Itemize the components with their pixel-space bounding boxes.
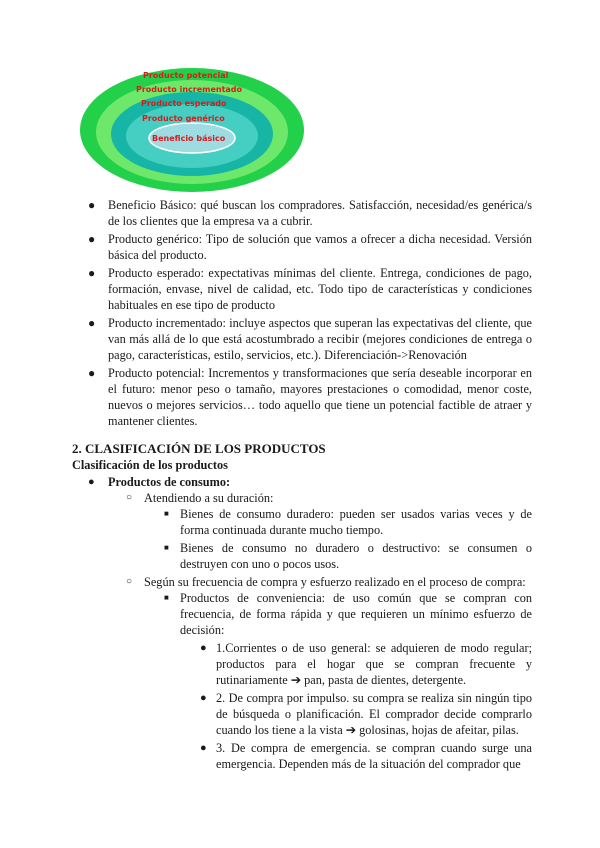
item-text: 2. De compra por impulso. su compra se realiza sin ningún tipo de búsqueda o planificación. El comprador decide comprarlo cuando los tiene a la vista ➔ golosinas, hojas de afeitar, pilas. (216, 691, 532, 737)
label-esperado: Producto esperado (141, 99, 227, 108)
classification-list (72, 474, 532, 774)
list-item: ● Producto potencial: Incrementos y transformaciones que sería deseable incorporar en el futuro: menor peso o tamaño, mayores prestaciones o comodidad, menor coste, nuevos o mejores servicios… todo aquello que tiene un potencial factible de atraer y mantener clientes. (88, 366, 532, 428)
list-item: ● Producto genérico: Tipo de solución que vamos a ofrecer a dicha necesidad. Versión básica del producto. (88, 232, 532, 262)
level-text: Producto esperado: expectativas mínimas del cliente. Entrega, condiciones de pago, formación, envase, nivel de calidad, etc. Todo tipo de características y condiciones habituales en ese tipo de producto (108, 266, 532, 312)
item-text: 1.Corrientes o de uso general: se adquieren de modo regular; productos para el hogar que se compran frecuente y rutinariamente ➔ pan, pasta de dientes, detergente. (216, 641, 532, 687)
level-text: Beneficio Básico: qué buscan los compradores. Satisfacción, necesidad/es genérica/s de los clientes que la empresa va a cubrir. (108, 198, 532, 228)
item-text: Productos de consumo: (108, 475, 231, 489)
item-text: Productos de conveniencia: de uso común que se compran con frecuencia, de forma rápida y que requieren un mínimo esfuerzo de decisión: (180, 591, 532, 637)
item-text: Bienes de consumo no duradero o destructivo: se consumen o destruyen con uno o pocos usos. (180, 541, 532, 571)
concentric-ellipses (80, 60, 312, 200)
list-item: ● 2. De compra por impulso. su compra se realiza sin ningún tipo de búsqueda o planificación. El comprador decide comprarlo cuando los tiene a la vista ➔ golosinas, hojas de afeitar, pilas. (200, 691, 532, 737)
list-item: ■ Bienes de consumo duradero: pueden ser usados varias veces y de forma continuada durante mucho tiempo. (164, 507, 532, 537)
list-item: ■ Bienes de consumo no duradero o destructivo: se consumen o destruyen con uno o pocos usos. (164, 541, 532, 571)
item-text: Bienes de consumo duradero: pueden ser usados varias veces y de forma continuada durante mucho tiempo. (180, 507, 532, 537)
section-title: 2. CLASIFICACIÓN DE LOS PRODUCTOS (72, 441, 326, 456)
label-potencial: Producto potencial (143, 71, 229, 80)
item-text: Según su frecuencia de compra y esfuerzo realizado en el proceso de compra: (144, 575, 526, 589)
list-item: ● 1.Corrientes o de uso general: se adquieren de modo regular; productos para el hogar que se compran frecuente y rutinariamente ➔ pan, pasta de dientes, detergente. (200, 641, 532, 687)
list-item: ● Producto incrementado: incluye aspectos que superan las expectativas del cliente, que van más allá de lo que está acostumbrado a recibir (mejores condiciones de entrega o pago, características, estilo, servicios, etc.). Diferenciación->Renovación (88, 316, 532, 362)
list-item: ● Beneficio Básico: qué buscan los compradores. Satisfacción, necesidad/es genérica/s de los clientes que la empresa va a cubrir. (88, 198, 532, 228)
item-text: 3. De compra de emergencia. se compran cuando surge una emergencia. Dependen más de la situación del comprador que (216, 741, 532, 771)
list-item: ○ Atendiendo a su duración: (126, 491, 274, 505)
label-basico: Beneficio básico (152, 134, 226, 143)
list-item: ● Producto esperado: expectativas mínimas del cliente. Entrega, condiciones de pago, formación, envase, nivel de calidad, etc. Todo tipo de características y condiciones habituales en ese tipo de producto (88, 266, 532, 312)
item-text: Atendiendo a su duración: (144, 491, 274, 505)
level-text: Producto genérico: Tipo de solución que vamos a ofrecer a dicha necesidad. Versión básica del producto. (108, 232, 532, 262)
product-levels-diagram (80, 60, 312, 200)
subsection-title: Clasificación de los productos (72, 458, 228, 472)
product-levels-list (72, 197, 532, 431)
level-text: Producto incrementado: incluye aspectos que superan las expectativas del cliente, que van más allá de lo que está acostumbrado a recibir (mejores condiciones de entrega o pago, características, estilo, servicios, etc.). Diferenciación->Renovación (108, 316, 532, 362)
list-item: ● 3. De compra de emergencia. se compran cuando surge una emergencia. Dependen más de la situación del comprador que (200, 741, 532, 771)
label-incrementado: Producto incrementado (136, 85, 243, 94)
list-item: ● Productos de consumo: (88, 475, 231, 489)
list-item: ○ Según su frecuencia de compra y esfuerzo realizado en el proceso de compra: (126, 575, 526, 589)
level-text: Producto potencial: Incrementos y transformaciones que sería deseable incorporar en el futuro: menor peso o tamaño, mayores prestaciones o comodidad, menor coste, nuevos o mejores servicios… todo aquello que tiene un potencial factible de atraer y mantener clientes. (108, 366, 532, 428)
list-item: ■ Productos de conveniencia: de uso común que se compran con frecuencia, de forma rápida y que requieren un mínimo esfuerzo de decisión: (164, 591, 532, 637)
label-generico: Producto genérico (142, 114, 225, 123)
